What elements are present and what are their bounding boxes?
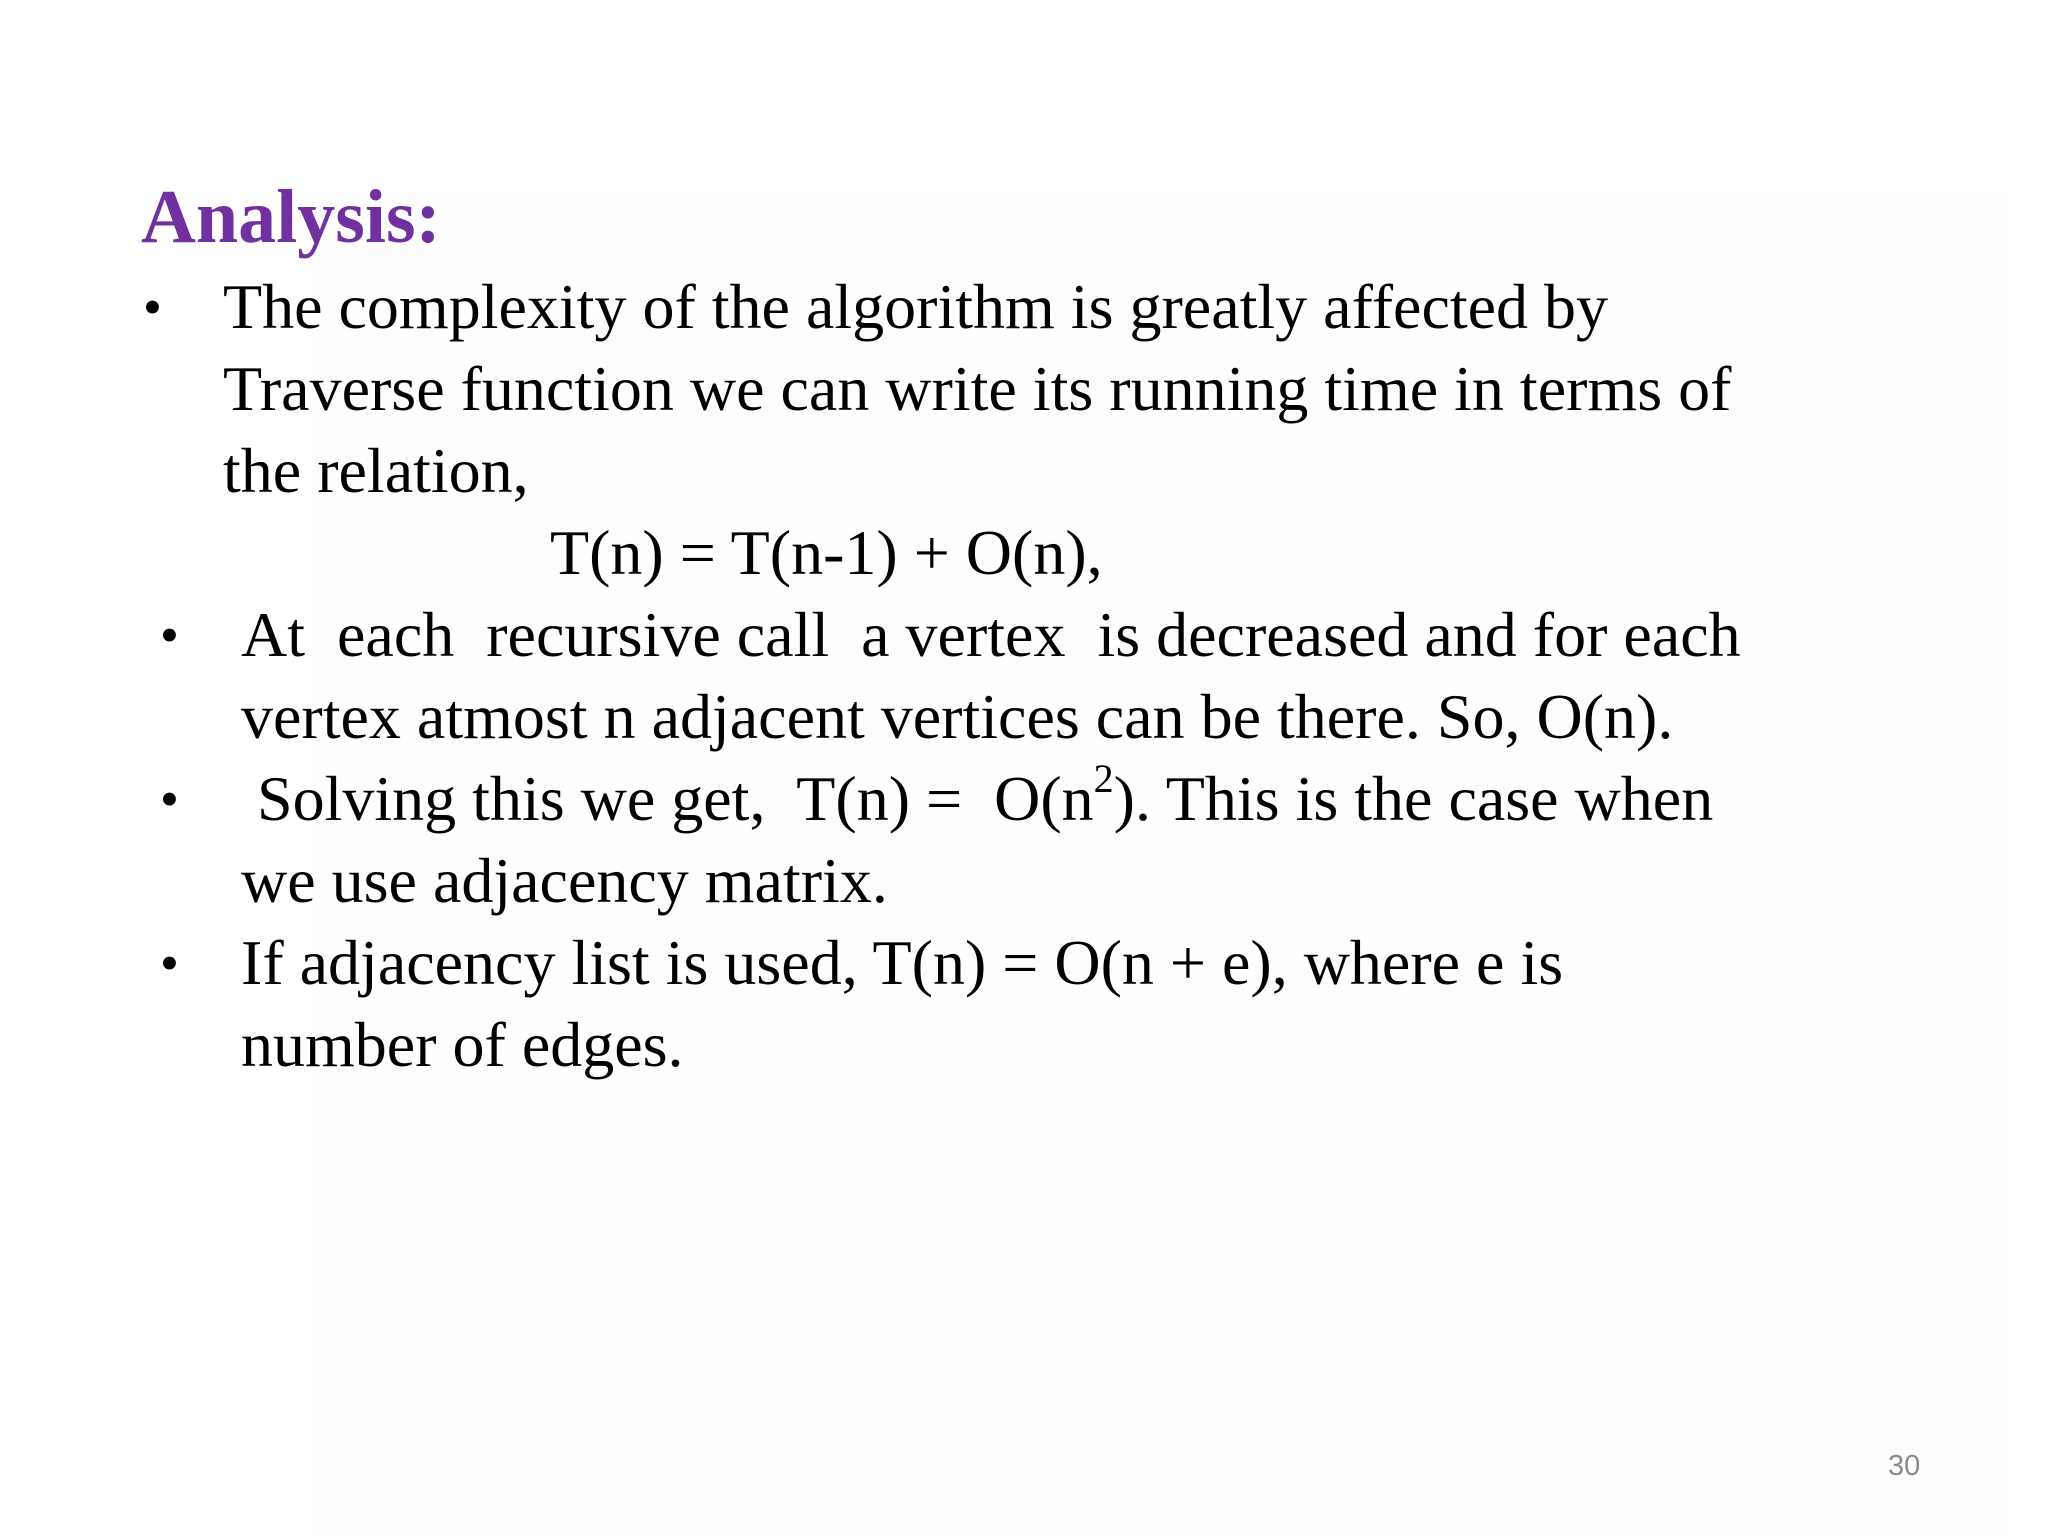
bullet-4-line-2: number of edges.: [241, 1009, 684, 1080]
bullet-3-line-1: [241, 755, 1714, 840]
bullet-1-line-2: Traverse function we can write its running time in terms of: [223, 353, 1732, 424]
bullet-3-marker: •: [160, 769, 179, 829]
recurrence-equation: T(n) = T(n-1) + O(n),: [550, 517, 1103, 588]
bullet-1-line-3: the relation,: [223, 435, 529, 506]
bullet-2-marker: •: [160, 605, 179, 665]
bullet-3-line-2: we use adjacency matrix.: [241, 845, 888, 916]
bullet-4-marker: •: [160, 933, 179, 993]
page-number: 30: [1888, 1450, 1921, 1482]
bullet-1-marker: •: [143, 277, 162, 337]
bullet-1-line-1: The complexity of the algorithm is greatly affected by: [223, 271, 1609, 342]
bullet-4-line-1: If adjacency list is used, T(n) = O(n + e), where e is: [241, 927, 1564, 998]
bullet-2-line-2: vertex atmost n adjacent vertices can be there. So, O(n).: [241, 681, 1674, 752]
exponent: 2: [1093, 755, 1114, 801]
bullet-2-line-1: At each recursive call a vertex is decreased and for each: [241, 599, 1741, 670]
bullet-3-text-after: ). This is the case when: [1113, 763, 1714, 834]
slide-title: Analysis:: [141, 175, 441, 259]
bullet-3-text-before: Solving this we get, T(n) = O(n: [241, 763, 1094, 834]
